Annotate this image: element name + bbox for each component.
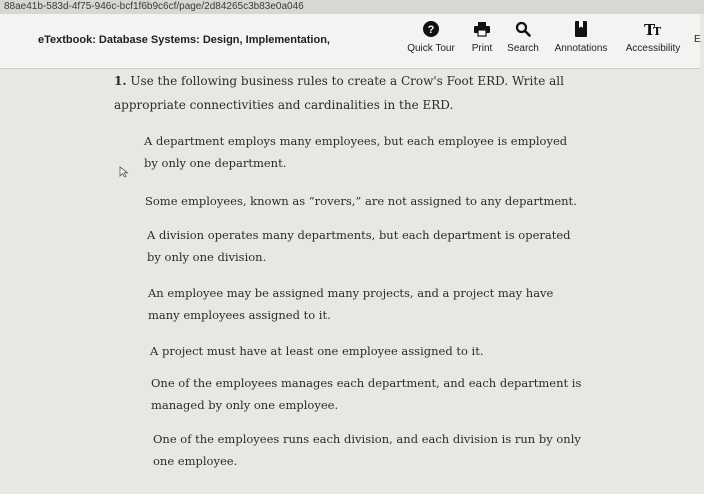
- search-button[interactable]: [503, 18, 543, 62]
- search-label: Search: [507, 43, 539, 54]
- cut-off-toolbar-item[interactable]: E: [694, 34, 701, 45]
- business-rule: One of the employees manages each department, and each department is managed by only one employee.: [151, 376, 582, 412]
- business-rule: One of the employees runs each division, and each division is run by only one employee.: [153, 432, 581, 468]
- help-circle-icon: [422, 18, 440, 40]
- business-rule: A project must have at least one employee assigned to it.: [150, 344, 484, 358]
- etext-toolbar: [0, 14, 700, 69]
- svg-text:T: T: [644, 21, 656, 39]
- business-rule: An employee may be assigned many projects, and a project may have many employees assigned to it.: [148, 286, 554, 322]
- url-text: 88ae41b-583d-4f75-946c-bcf1f6b9c6cf/page/2d84265c3b83e0a046: [4, 1, 304, 12]
- print-label: Print: [471, 43, 493, 54]
- svg-text:T: T: [653, 25, 662, 38]
- question-text: [114, 69, 614, 117]
- accessibility-label: Accessibility: [625, 43, 681, 54]
- book-title: eTextbook: Database Systems: Design, Implementation,: [38, 34, 330, 46]
- annotations-button[interactable]: [551, 18, 611, 62]
- printer-icon: [473, 18, 491, 40]
- annotations-label: Annotations: [554, 43, 608, 54]
- accessibility-button[interactable]: [622, 18, 684, 62]
- question-number: 1.: [114, 74, 127, 88]
- browser-url-bar[interactable]: [0, 0, 704, 14]
- business-rule: Some employees, known as “rovers,” are not assigned to any department.: [145, 194, 577, 208]
- text-size-icon: [644, 18, 662, 40]
- business-rule: A division operates many departments, but each department is operated by only one division.: [147, 228, 571, 264]
- page-content: [0, 69, 700, 494]
- svg-text:?: ?: [427, 24, 435, 36]
- quick-tour-button[interactable]: [404, 18, 458, 62]
- search-icon: [515, 18, 531, 40]
- mouse-cursor-icon: [119, 166, 129, 178]
- print-button[interactable]: [466, 18, 498, 62]
- business-rule: A department employs many employees, but each employee is employed by only one department.: [144, 134, 568, 170]
- question-body: Use the following business rules to create a Crow's Foot ERD. Write all appropriate connectivities and cardinalities in the ERD.: [114, 74, 564, 112]
- quick-tour-label: Quick Tour: [407, 43, 455, 54]
- bookmark-icon: [574, 18, 588, 40]
